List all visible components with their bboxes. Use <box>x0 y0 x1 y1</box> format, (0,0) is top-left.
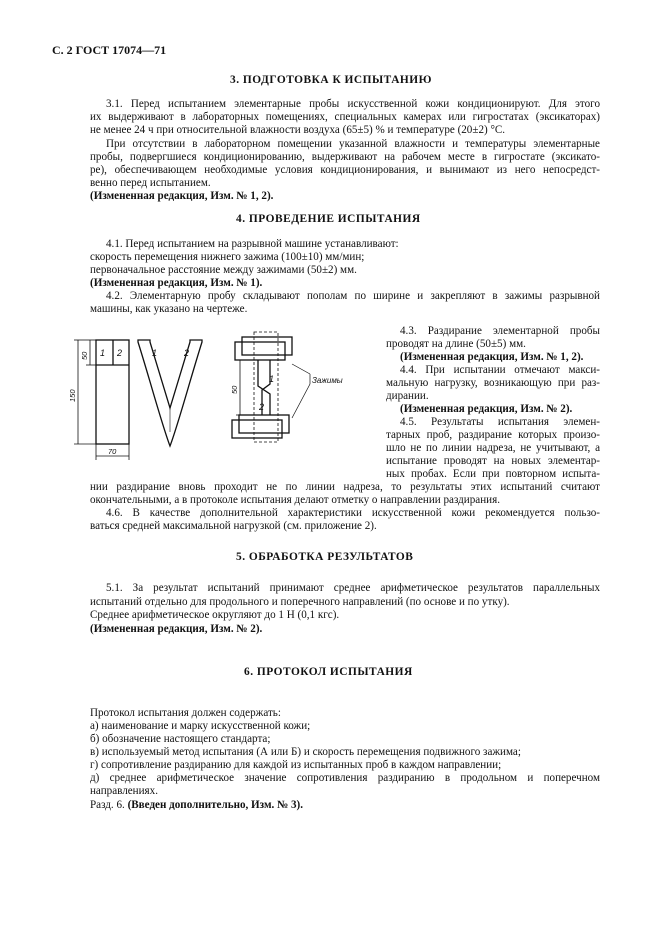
fig1-part-2: 2 <box>117 348 123 358</box>
s5-line-1: 5.1. За результат испытаний принимают среднее арифметическое результатов параллельных <box>106 582 600 594</box>
s4-right-4: 4.4. При испытании отмечают макси- <box>400 364 600 376</box>
specimen-drawing <box>56 320 394 470</box>
s3-line-4: При отсутствии в лабораторном помещении указанной влажности и температуры элементарные <box>106 138 600 150</box>
s6-item-g: г) сопротивление раздиранию для каждой из испытанных проб в каждом направлении; <box>90 759 502 771</box>
s4-right-3: (Измененная редакция, Изм. № 1, 2). <box>400 351 584 363</box>
dim-50-fig1: 50 <box>80 351 89 360</box>
s4-full-1: нии раздирание вновь проходит не по линии надреза, то результаты этих испытаний считают <box>90 481 600 493</box>
s4-right-2: проводят на длине (50±5) мм. <box>386 338 526 350</box>
fig3-part-1: 1 <box>269 374 275 384</box>
fig2-part-1: 1 <box>152 348 158 358</box>
s4-right-5: мальную нагрузку, возникающую при раз- <box>386 377 600 389</box>
clamps-label: Зажимы <box>312 376 343 385</box>
section-6-title: 6. ПРОТОКОЛ ИСПЫТАНИЯ <box>244 666 413 678</box>
page-header: С. 2 ГОСТ 17074—71 <box>52 43 167 57</box>
s3-amendment: (Измененная редакция, Изм. № 1, 2). <box>90 190 274 202</box>
s5-line-2: испытаний отдельно для продольного и поперечного направлений (по основе и по утку). <box>90 596 510 608</box>
s6-item-d-cont: направлениях. <box>90 785 158 797</box>
s4-line-3: первоначальное расстояние между зажимами (50±2) мм. <box>90 264 357 276</box>
s3-line-3: не менее 24 ч при относительной влажности воздуха (65±5) % и температуре (20±2) °С. <box>90 124 506 136</box>
s4-right-11: испытание проводят на новых элементар- <box>386 455 600 467</box>
s4-right-9: тарных проб, раздирание которых произо- <box>386 429 600 441</box>
s6-line-1: Протокол испытания должен содержать: <box>90 707 281 719</box>
s4-amendment-1: (Измененная редакция, Изм. № 1). <box>90 277 263 289</box>
s4-line-2: скорость перемещения нижнего зажима (100±10) мм/мин; <box>90 251 365 263</box>
s6-note-prefix: Разд. 6. <box>90 799 125 811</box>
s4-right-8: 4.5. Результаты испытания элемен- <box>400 416 600 428</box>
s3-line-6: ре), обеспечивающем необходимые условия кондиционирования, и вынимают из него непосредст- <box>90 164 600 176</box>
s6-item-a: а) наименование и марку искусственной кожи; <box>90 720 311 732</box>
s6-note-bold: (Введен дополнительно, Изм. № 3). <box>127 799 304 811</box>
s4-line-1: 4.1. Перед испытанием на разрывной машине устанавливают: <box>106 238 399 250</box>
fig2-part-2: 2 <box>184 348 190 358</box>
s3-line-5: пробы, подвергшиеся кондиционированию, выдерживают на рабочем месте в гигростате (эксикато- <box>90 151 600 163</box>
section-5-title: 5. ОБРАБОТКА РЕЗУЛЬТАТОВ <box>236 551 414 563</box>
s4-right-12: ных пробах. Если при повторном испыта- <box>386 468 600 480</box>
s5-line-3: Среднее арифметическое округляют до 1 Н (0,1 кгс). <box>90 609 340 621</box>
s6-item-b: б) обозначение настоящего стандарта; <box>90 733 271 745</box>
s4-p42-line-1: 4.2. Элементарную пробу складывают пополам по ширине и закрепляют в зажимы разрывной <box>106 290 600 302</box>
s4-full-3: 4.6. В качестве дополнительной характеристики искусственной кожи рекомендуется пользо- <box>106 507 600 519</box>
s3-line-1: 3.1. Перед испытанием элементарные пробы искусственной кожи кондиционируют. Для этого <box>106 98 600 110</box>
section-4-title: 4. ПРОВЕДЕНИЕ ИСПЫТАНИЯ <box>236 213 421 225</box>
fig1-part-1: 1 <box>100 348 106 358</box>
s4-right-1: 4.3. Раздирание элементарной пробы <box>400 325 600 337</box>
s4-full-2: окончательными, а в протоколе испытания делают отметку о направлении раздирания. <box>90 494 500 506</box>
dim-150: 150 <box>68 389 77 402</box>
section-3-title: 3. ПОДГОТОВКА К ИСПЫТАНИЮ <box>230 74 432 86</box>
s4-right-10: шло не по линии надреза, не учитывают, а <box>386 442 600 454</box>
s4-full-4: ваться средней максимальной нагрузкой (см. приложение 2). <box>90 520 377 532</box>
s4-right-6: дирании. <box>386 390 429 402</box>
s6-note <box>90 799 303 811</box>
s6-item-v: в) используемый метод испытания (А или Б) и скорость перемещения подвижного зажима; <box>90 746 521 758</box>
s5-amendment: (Измененная редакция, Изм. № 2). <box>90 623 263 635</box>
s3-line-2: их выдерживают в лабораторных помещениях, специальных камерах или гигростатах (эксикаторах) <box>90 111 600 123</box>
fig3-part-2: 2 <box>259 402 265 412</box>
s4-p42-line-2: машины, как указано на чертеже. <box>90 303 248 315</box>
dim-70: 70 <box>108 447 117 456</box>
dim-50-fig3: 50 <box>230 385 239 394</box>
s4-right-7: (Измененная редакция, Изм. № 2). <box>400 403 573 415</box>
s6-item-d: д) среднее арифметическое значение сопротивления раздиранию в продольном и поперечном <box>90 772 600 784</box>
s3-line-7: венно перед испытанием. <box>90 177 211 189</box>
